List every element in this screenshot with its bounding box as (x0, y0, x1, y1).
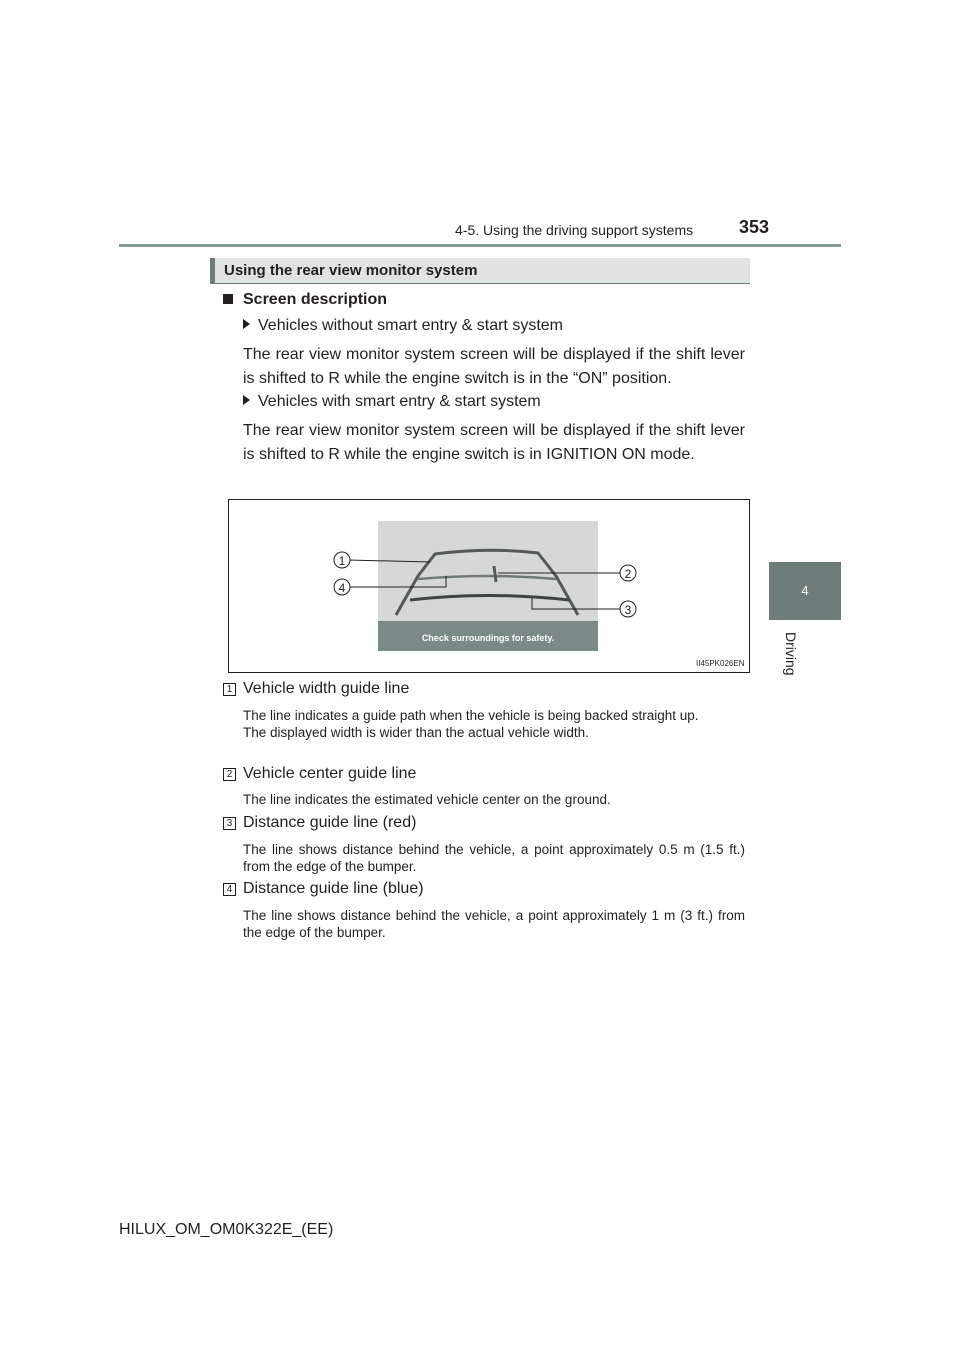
triangle-bullet-icon (243, 395, 250, 405)
chapter-tab: 4 (769, 562, 841, 620)
item-title-text: Vehicle width guide line (243, 680, 410, 697)
monitor-message-text: Check surroundings for safety. (421, 633, 555, 643)
footer-document-code: HILUX_OM_OM0K322E_(EE) (119, 1221, 334, 1238)
variant-paragraph: The rear view monitor system screen will be displayed if the shift lever is shifted to R while the engine switch is in the “ON” position. (243, 346, 745, 387)
header-section-title: 4-5. Using the driving support systems (455, 222, 694, 238)
item-title-text: Distance guide line (red) (243, 814, 417, 831)
callout-label-3: 3 (624, 603, 632, 617)
item-number-badge: 1 (223, 683, 236, 696)
legend-item-description: The line indicates a guide path when the vehicle is being backed straight up. The displayed width is wider than the actual vehicle width. (243, 708, 699, 740)
subheading-text: Screen description (243, 291, 388, 308)
variant-label-text: Vehicles without smart entry & start system (258, 317, 563, 334)
callout-label-1: 1 (338, 554, 346, 568)
vehicle-center-guide-line (494, 566, 496, 582)
chapter-label (777, 632, 807, 682)
item-title-text: Distance guide line (blue) (243, 880, 424, 897)
header-divider (119, 244, 841, 247)
item-title-text: Vehicle center guide line (243, 765, 417, 782)
subheading (223, 291, 387, 309)
variant-label (243, 393, 541, 411)
legend-item-description: The line indicates the estimated vehicle center on the ground. (243, 792, 611, 807)
figure-code: II45PK026EN (696, 659, 745, 668)
triangle-bullet-icon (243, 319, 250, 329)
callout-label-4: 4 (338, 581, 346, 595)
legend-item-description: The line shows distance behind the vehicle, a point approximately 1 m (3 ft.) from the edge of the bumper. (243, 908, 745, 940)
variant-label (243, 317, 563, 335)
variant-label-text: Vehicles with smart entry & start system (258, 393, 541, 410)
item-number-badge: 3 (223, 817, 236, 830)
page-number: 353 (739, 217, 770, 237)
callout-label-2: 2 (624, 567, 632, 581)
section-heading-text: Using the rear view monitor system (224, 262, 478, 279)
square-bullet-icon (223, 294, 233, 304)
chapter-label-text: Driving (783, 632, 799, 676)
legend-item-description: The line shows distance behind the vehicle, a point approximately 0.5 m (1.5 ft.) from the edge of the bumper. (243, 842, 745, 874)
item-number-badge: 4 (223, 883, 236, 896)
section-heading (210, 258, 750, 284)
item-number-badge: 2 (223, 768, 236, 781)
variant-paragraph: The rear view monitor system screen will be displayed if the shift lever is shifted to R while the engine switch is in IGNITION ON mode. (243, 422, 745, 463)
rear-view-monitor-illustration (228, 499, 750, 673)
